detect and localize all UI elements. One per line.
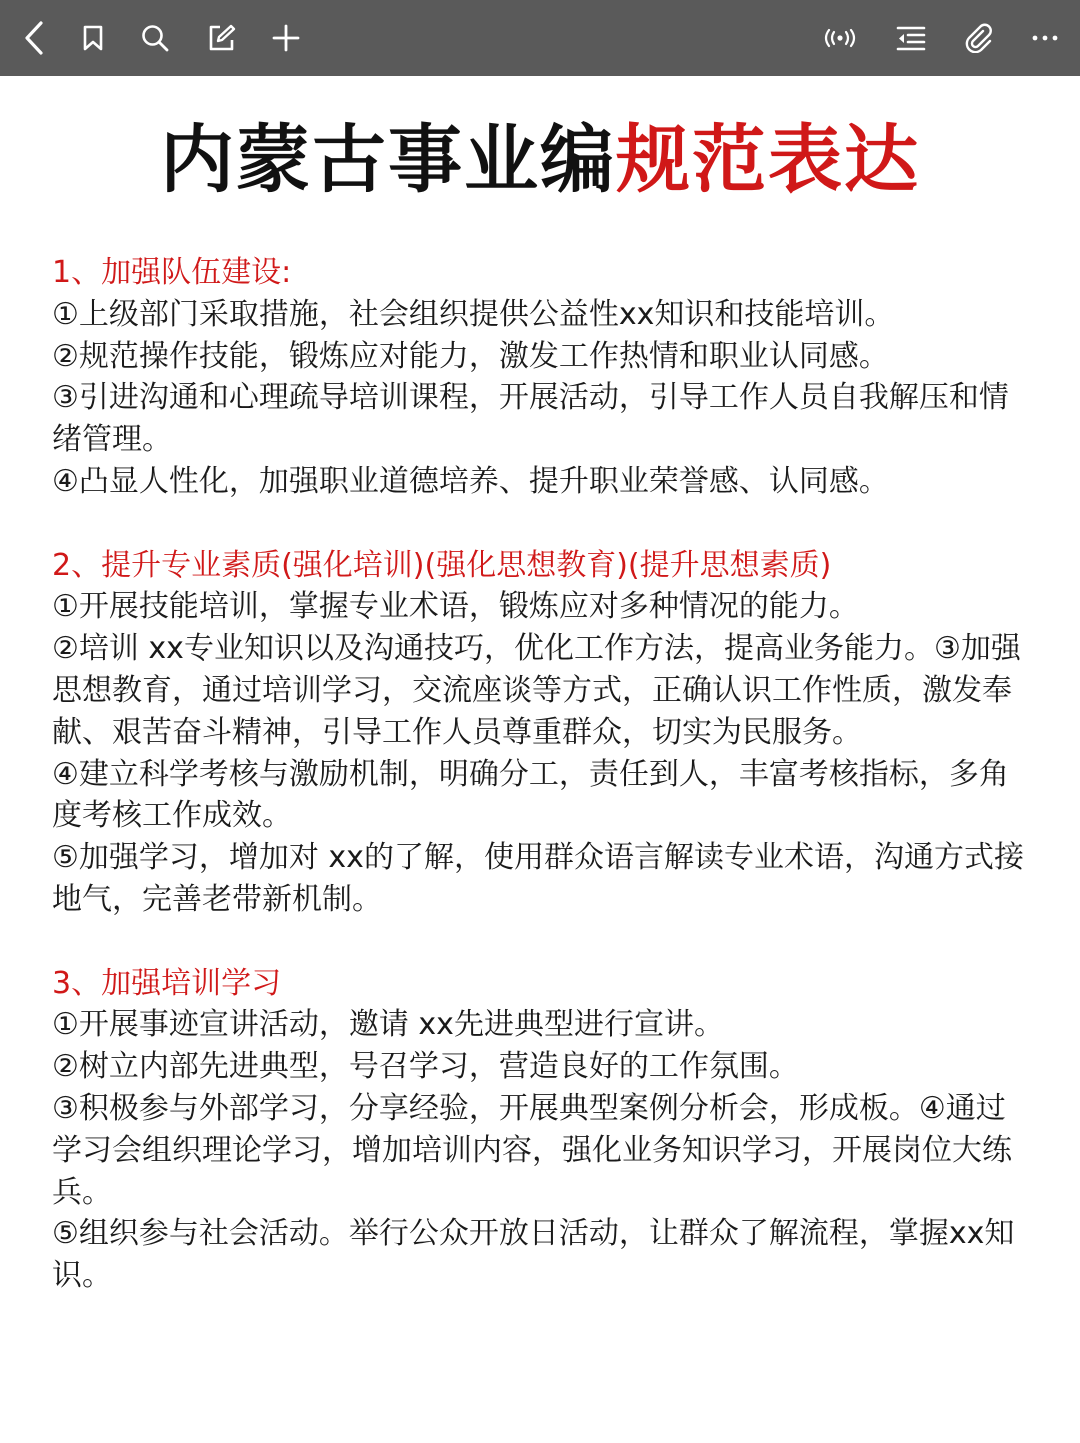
read-aloud-icon[interactable]: [816, 14, 864, 62]
list-item: ⑤组织参与社会活动。举行公众开放日活动，让群众了解流程，掌握xx知识。: [52, 1216, 1015, 1294]
list-item: ⑤加强学习，增加对 xx的了解，使用群众语言解读专业术语，沟通方式接地气，完善老带新机制。: [52, 840, 1024, 917]
list-item: ②树立内部先进典型，号召学习，营造良好的工作氛围。: [52, 1049, 799, 1085]
list-item: ④建立科学考核与激励机制，明确分工，责任到人，丰富考核指标，多角度考核工作成效。: [52, 756, 1009, 834]
edit-icon[interactable]: [197, 14, 245, 62]
title-red-part: 规范表达: [616, 117, 920, 203]
list-item: ②培训 xx专业知识以及沟通技巧，优化工作方法，提高业务能力。③加强思想教育，通过培训学习，交流座谈等方式，正确认识工作性质，激发奉献、艰苦奋斗精神，引导工作人员尊重群众，切实为民服务。: [52, 631, 1021, 750]
list-item: ①开展事迹宣讲活动，邀请 xx先进典型进行宣讲。: [52, 1007, 724, 1043]
section-3: [52, 963, 1032, 1297]
list-item: ①开展技能培训，掌握专业术语，锻炼应对多种情况的能力。: [52, 589, 859, 625]
top-toolbar: [0, 0, 1080, 76]
section-heading: 1、加强队伍建设:: [52, 255, 292, 290]
add-icon[interactable]: [262, 14, 310, 62]
back-icon[interactable]: [11, 14, 59, 62]
list-item: ①上级部门采取措施，社会组织提供公益性xx知识和技能培训。: [52, 296, 895, 332]
attachment-icon[interactable]: [955, 14, 1003, 62]
title-black-part: 内蒙古事业编: [160, 117, 616, 203]
section-1: [52, 252, 1032, 503]
page-title: [0, 110, 1080, 210]
outline-icon[interactable]: [887, 14, 935, 62]
section-heading: 2、提升专业素质(强化培训)(强化思想教育)(提升思想素质): [52, 547, 832, 583]
bookmark-icon[interactable]: [69, 14, 117, 62]
list-item: ③引进沟通和心理疏导培训课程，开展活动，引导工作人员自我解压和情绪管理。: [52, 380, 1009, 458]
section-2: [52, 545, 1032, 921]
list-item: ③积极参与外部学习，分享经验，开展典型案例分析会，形成板。④通过学习会组织理论学习，增加培训内容，强化业务知识学习，开展岗位大练兵。: [52, 1090, 1012, 1210]
list-item: ④凸显人性化，加强职业道德培养、提升职业荣誉感、认同感。: [52, 463, 889, 499]
search-icon[interactable]: [131, 14, 179, 62]
list-item: ②规范操作技能，锻炼应对能力，激发工作热情和职业认同感。: [52, 338, 889, 374]
document-body: [52, 252, 1032, 1297]
section-heading: 3、加强培训学习: [52, 965, 282, 1001]
more-icon[interactable]: [1021, 14, 1069, 62]
